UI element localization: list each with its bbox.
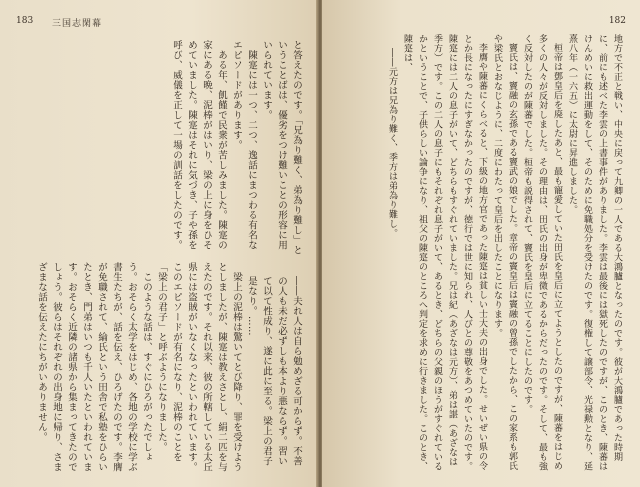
paragraph: 梁上の泥棒は驚いてとび降り、罪を受けようとしましたが、陳寔は教えさとし、絹二匹を与えたのです。それ以来、彼の所轄している太丘県には盗賊がいなくなったといわれています。このエピソードが有名になり、泥棒のことを「梁上の君子」と呼ぶようになりました。 — [156, 262, 242, 472]
paragraph: ある年、飢饉で民衆が苦しみました。陳寔の家にある晩、泥棒がはいり、梁の上に身をひそめていました。陳寔はそれに気づき、子や孫を呼び、威儀を正して一場の訓話をしたのです。 — [171, 40, 227, 250]
paragraph: 李膺や陳蕃にくらべると、下級の地方官であった陳寔は貧しい士大夫の出身でした。せいぜい県の令とか長になったにすぎなかったのですが、徳行では世に知られ、人びとの尊敬をあつめていたのです。陳寔には二人の息子がいて、どちらもすぐれていました。兄は紀（あざなは元方）、弟は諶（あざなは季方）です。この二人の息子にもそれぞれ息子がいて、あるとき、どちらの父親のほうがすぐれているかということで、子供らしい論争になり、祖父の陳寔のところへ判定を求めに行きました。このとき、陳寔は、 — [402, 34, 487, 471]
paragraph: と答えたのです。「兄為り難く、弟為り難し」ということばは、優劣をつけ難いことの形容に用いられています。 — [261, 40, 302, 256]
paragraph: 桓帝は鄧皇后を廃したあと、最も寵愛していた田氏を皇后に立てようとしたのですが、陳蕃をはじめ多くの人々が反対しました。その理由は、田氏の出身が卑微であるからだったのです。そして、最も強く反対したのが陳蕃でした。桓帝も説得されて、竇氏を皇后に立てることにしたのです。 — [522, 34, 562, 471]
paragraph: 地方で不正と戦い、中央に戻って九卿の一人である大鴻臚となったのです。彼が大鴻臚であった時期に、前にも述べた李雲の上書事件がありました。李雲は最後には獄死したのですが、このとき、陳蕃はけんめいに救出運動をして、そのために免職処分を受けたのです。復権して譲部令、光禄勲となり、延熹八年（一六五）に太尉に昇進しました。 — [567, 34, 622, 471]
block-quote: ――夫れ人は自ら勉めざる可からず。不善の人も未だ必ずしも本より悪ならず。習いて以て性成り、遂に此に至る。梁上の君子是なり。…… — [246, 276, 302, 467]
block-quote: ――元方は兄為り難く、季方は弟為り難し。 — [387, 47, 397, 238]
paragraph: 陳寔には一つ、二つ、逸話にまつわる有名なエピソードがあります。 — [231, 40, 257, 250]
page-number-right: 182 — [608, 16, 626, 26]
left-page — [0, 0, 318, 487]
page-number-left: 183 — [16, 16, 34, 26]
left-lower-text — [4, 262, 304, 474]
running-head: 三国志閑幕 — [52, 19, 103, 29]
paragraph: このような話は、すぐにひろがったでしょう。おそらく太学をはじめ、各地の学校に学ぶ書生たちが、話を伝え、ひろげたのです。李膺が免職されて、綸氏という田舎で私塾をひらいたとき、門弟はいつも千人いたといわれています。おそらく近隣の諸県から集まってきたのでしょう。彼らはそれぞれの出身地に帰り、さまざまな話を伝えたにちがいありません。 — [36, 262, 152, 472]
paragraph: 竇氏は、竇融の玄孫である竇武の娘でした。章帝の竇皇后は竇融の曾孫でしたから、この家系も郭氏や梁氏とおなじように、二度にわたって皇后を出したことになります。 — [492, 34, 517, 471]
left-upper-text — [8, 40, 304, 258]
right-page — [322, 0, 640, 487]
right-text — [334, 34, 624, 474]
